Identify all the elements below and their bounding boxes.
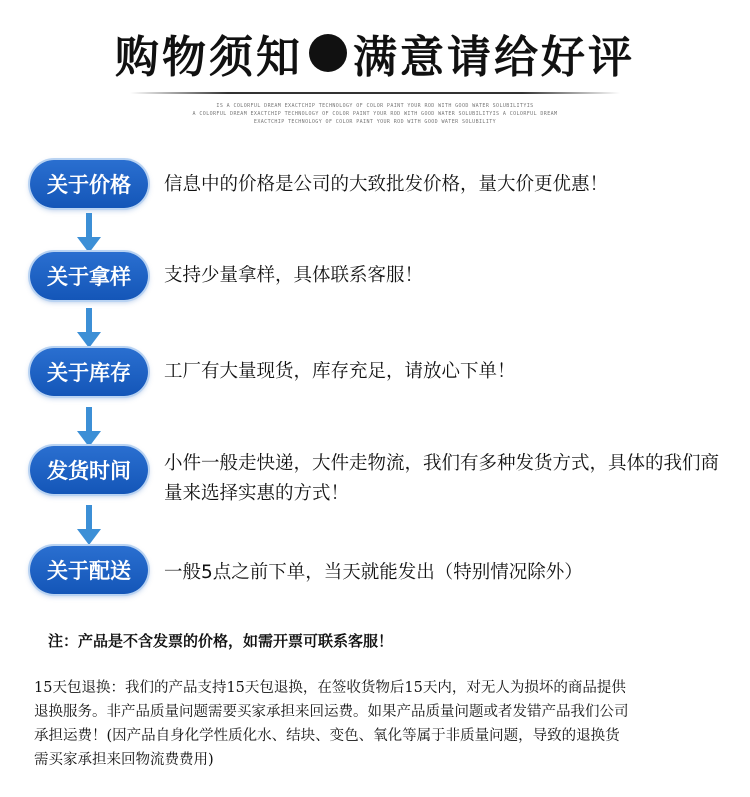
- step-label-sample: 关于拿样: [30, 252, 148, 300]
- title-left: 购物须知: [115, 32, 303, 83]
- black-dot-icon: [309, 34, 347, 72]
- down-arrow-icon: [77, 213, 101, 253]
- invoice-note: 注：产品是不含发票的价格，如需开票可联系客服！: [48, 632, 394, 650]
- down-arrow-icon: [77, 505, 101, 545]
- title-right: 满意请给好评: [353, 32, 635, 83]
- step-label-stock: 关于库存: [30, 348, 148, 396]
- step-label-price: 关于价格: [30, 160, 148, 208]
- page-title: [0, 14, 750, 92]
- tagline-line-3: EXACTCHIP TECHNOLOGY OF COLOR PAINT YOUR ROD WITH GOOD WATER SOLUBILITY: [253, 119, 497, 125]
- down-arrow-icon: [77, 308, 101, 348]
- step-text-stock: 工厂有大量现货，库存充足，请放心下单！: [164, 361, 516, 382]
- title-divider: [130, 92, 620, 94]
- policy-line-4: 需买家承担来回物流费费用): [34, 752, 214, 768]
- tagline-line-2: A COLORFUL DREAM EXACTCHIP TECHNOLOGY OF COLOR PAINT YOUR ROD WITH GOOD WATER SOLUBILITYIS A COLORFUL DREAM: [192, 111, 558, 117]
- step-text-delivery: 一般5点之前下单，当天就能发出（特别情况除外）: [164, 562, 583, 583]
- step-text-price: 信息中的价格是公司的大致批发价格，量大价更优惠！: [164, 174, 609, 195]
- step-text-sample: 支持少量拿样，具体联系客服！: [164, 265, 424, 286]
- step-label-delivery: 关于配送: [30, 546, 148, 594]
- tagline-line-1: IS A COLORFUL DREAM EXACTCHIP TECHNOLOGY OF COLOR PAINT YOUR ROD WITH GOOD WATER SOLUBILITYIS: [216, 103, 534, 109]
- step-label-shipping-time: 发货时间: [30, 446, 148, 494]
- down-arrow-icon: [77, 407, 101, 447]
- return-policy: [34, 676, 724, 772]
- policy-line-2: 退换服务。非产品质量问题需要买家承担来回运费。如果产品质量问题或者发错产品我们公司: [34, 704, 629, 720]
- policy-line-1: 15天包退换：我们的产品支持15天包退换，在签收货物后15天内，对无人为损坏的商品提供: [34, 680, 626, 696]
- step-text-shipping-time: 小件一般走快递，大件走物流，我们有多种发货方式，具体的我们商量来选择实惠的方式！: [164, 453, 720, 504]
- policy-line-3: 承担运费！(因产品自身化学性质化水、结块、变色、氧化等属于非质量问题，导致的退换货: [34, 728, 620, 744]
